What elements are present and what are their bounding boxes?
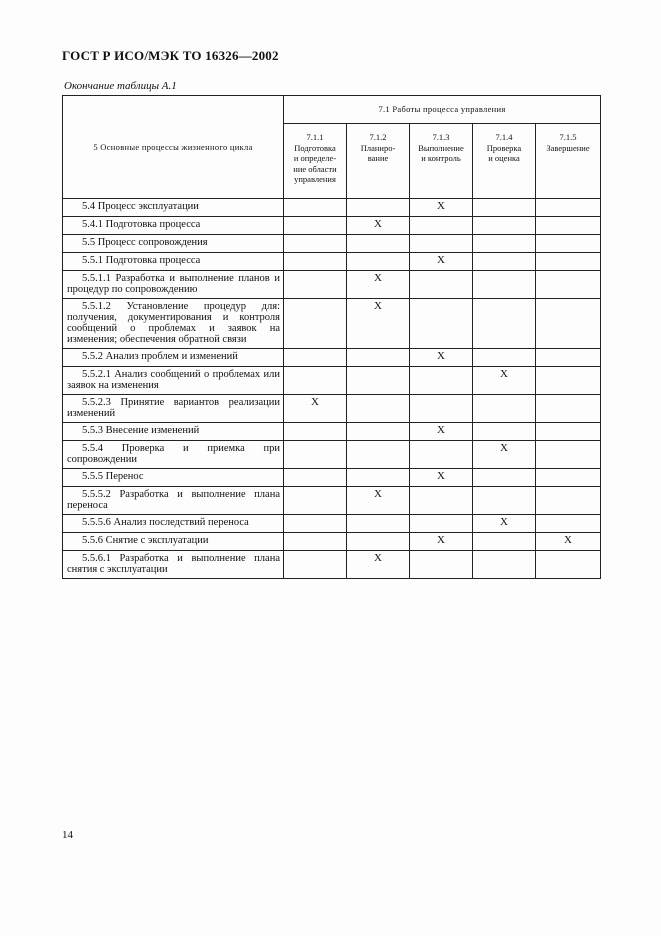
- column-header-5: [536, 124, 601, 199]
- table-row: [63, 367, 601, 395]
- mark-cell: [284, 551, 347, 579]
- process-label: 5.5.5.2 Разработка и выполнение плана переноса: [67, 489, 280, 511]
- mark-cell: [536, 395, 601, 423]
- table-row: [63, 217, 601, 235]
- column-title-line: Выполнение: [418, 142, 464, 153]
- mark-cell: [284, 469, 347, 487]
- mark-cell: [536, 367, 601, 395]
- mark-cell: [536, 469, 601, 487]
- mark-cell: [473, 533, 536, 551]
- mark-cell: [410, 299, 473, 349]
- process-label: 5.5.2.3 Принятие вариантов реализации изменений: [67, 397, 280, 419]
- process-label-cell: [63, 441, 284, 469]
- mark-cell: [536, 423, 601, 441]
- column-title-line: Подготовка: [294, 142, 336, 153]
- process-label-cell: [63, 469, 284, 487]
- column-title-line: и определе-: [293, 153, 337, 163]
- mark-cell: [410, 235, 473, 253]
- mark-cell: [347, 395, 410, 423]
- mark-cell: [347, 423, 410, 441]
- column-number: 7.1.2: [369, 132, 387, 142]
- mark-cell: [284, 253, 347, 271]
- table-row: [63, 423, 601, 441]
- process-label-cell: [63, 253, 284, 271]
- mark-cell: [347, 199, 410, 217]
- process-label: 5.5.4 Проверка и приемка при сопровождении: [67, 443, 280, 465]
- mark-cell: [473, 551, 536, 579]
- mark-cell: X: [410, 423, 473, 441]
- mark-cell: [284, 271, 347, 299]
- mark-cell: [410, 441, 473, 469]
- process-label-cell: [63, 533, 284, 551]
- mark-cell: [284, 367, 347, 395]
- column-header-4: [473, 124, 536, 199]
- mark-cell: X: [536, 533, 601, 551]
- table-row: [63, 271, 601, 299]
- column-title-line: и оценка: [488, 153, 520, 163]
- mark-cell: X: [347, 271, 410, 299]
- mark-cell: [347, 533, 410, 551]
- mark-cell: [347, 441, 410, 469]
- mark-cell: X: [473, 515, 536, 533]
- mark-cell: X: [410, 253, 473, 271]
- process-label-cell: [63, 551, 284, 579]
- column-header-3: [410, 124, 473, 199]
- table-row: [63, 349, 601, 367]
- mark-cell: [284, 487, 347, 515]
- mark-cell: X: [473, 367, 536, 395]
- mark-cell: [410, 515, 473, 533]
- mark-cell: [536, 299, 601, 349]
- mark-cell: [536, 551, 601, 579]
- mark-cell: [410, 395, 473, 423]
- mark-cell: [536, 271, 601, 299]
- mark-cell: [410, 551, 473, 579]
- table-caption: Окончание таблицы А.1: [64, 80, 177, 92]
- process-label-cell: [63, 217, 284, 235]
- mark-cell: [284, 515, 347, 533]
- table-row: [63, 487, 601, 515]
- mark-cell: [536, 217, 601, 235]
- mark-cell: [536, 235, 601, 253]
- column-title-line: ние области: [293, 163, 337, 174]
- process-label-cell: [63, 515, 284, 533]
- mark-cell: [536, 199, 601, 217]
- mark-cell: [284, 299, 347, 349]
- page-number: 14: [62, 829, 73, 841]
- mark-cell: X: [410, 349, 473, 367]
- column-number: 7.1.4: [495, 132, 513, 142]
- mark-cell: X: [347, 299, 410, 349]
- mark-cell: [347, 253, 410, 271]
- process-label: 5.5.1.1 Разработка и выполнение планов и процедур по сопровождению: [67, 273, 280, 295]
- process-label-cell: [63, 199, 284, 217]
- column-header-2: [347, 124, 410, 199]
- mark-cell: [473, 271, 536, 299]
- process-label: 5.5.3 Внесение изменений: [82, 425, 200, 436]
- process-label: 5.4 Процесс эксплуатации: [82, 201, 199, 212]
- column-title-line: управления: [294, 174, 336, 184]
- mark-cell: [284, 349, 347, 367]
- mark-cell: X: [473, 441, 536, 469]
- mark-cell: [536, 253, 601, 271]
- table-row: [63, 551, 601, 579]
- mark-cell: [473, 199, 536, 217]
- mark-cell: [473, 395, 536, 423]
- table-row: [63, 395, 601, 423]
- mark-cell: [284, 423, 347, 441]
- mark-cell: [473, 349, 536, 367]
- mark-cell: [347, 515, 410, 533]
- mark-cell: [473, 469, 536, 487]
- process-label: 5.5.2.1 Анализ сообщений о проблемах или заявок на изменения: [67, 369, 280, 391]
- table-row: [63, 235, 601, 253]
- mark-cell: [473, 299, 536, 349]
- column-number: 7.1.3: [432, 132, 450, 142]
- mark-cell: [473, 487, 536, 515]
- process-label-cell: [63, 271, 284, 299]
- column-number: 7.1.1: [306, 132, 324, 142]
- mark-cell: [347, 235, 410, 253]
- mark-cell: X: [284, 395, 347, 423]
- mark-cell: [410, 487, 473, 515]
- mark-cell: X: [347, 217, 410, 235]
- process-label-cell: [63, 235, 284, 253]
- column-header-1: [284, 124, 347, 199]
- mark-cell: [284, 217, 347, 235]
- process-label: 5.5.2 Анализ проблем и изменений: [82, 351, 238, 362]
- mark-cell: X: [410, 469, 473, 487]
- column-title-line: Планиро-: [360, 142, 396, 153]
- table-row: [63, 299, 601, 349]
- mark-cell: [473, 423, 536, 441]
- process-label-cell: [63, 349, 284, 367]
- process-label: 5.4.1 Подготовка процесса: [82, 219, 201, 230]
- table-row: [63, 469, 601, 487]
- mark-cell: [347, 469, 410, 487]
- column-title-line: и контроль: [421, 153, 461, 163]
- process-label: 5.5.5.6 Анализ последствий переноса: [82, 517, 249, 528]
- mark-cell: [536, 349, 601, 367]
- mark-cell: [410, 367, 473, 395]
- process-label: 5.5.6 Снятие с эксплуатации: [82, 535, 209, 546]
- process-label: 5.5.6.1 Разработка и выполнение плана снятия с эксплуатации: [67, 553, 280, 575]
- mark-cell: [473, 235, 536, 253]
- mark-cell: [284, 235, 347, 253]
- mark-cell: [284, 533, 347, 551]
- process-table: [62, 95, 601, 579]
- mark-cell: [347, 367, 410, 395]
- table-row: [63, 199, 601, 217]
- mark-cell: [347, 349, 410, 367]
- process-label-cell: [63, 423, 284, 441]
- mark-cell: [473, 217, 536, 235]
- mark-cell: X: [347, 487, 410, 515]
- mark-cell: X: [410, 533, 473, 551]
- table-row: [63, 515, 601, 533]
- process-label-cell: [63, 487, 284, 515]
- mark-cell: [410, 217, 473, 235]
- mark-cell: [536, 441, 601, 469]
- mark-cell: X: [347, 551, 410, 579]
- mark-cell: [536, 515, 601, 533]
- column-title-line: Завершение: [546, 142, 590, 153]
- mark-cell: [284, 199, 347, 217]
- mark-cell: [536, 487, 601, 515]
- process-label-cell: [63, 299, 284, 349]
- table-row: [63, 253, 601, 271]
- document-header: ГОСТ Р ИСО/МЭК ТО 16326—2002: [62, 48, 279, 63]
- process-label: 5.5.1.2 Установление процедур для: получения, документирования и контроля сообщений о проблемах и заявок на изменения; обеспечения обратной связи: [67, 301, 280, 345]
- mark-cell: X: [410, 199, 473, 217]
- mark-cell: [473, 253, 536, 271]
- process-label-cell: [63, 367, 284, 395]
- column-number: 7.1.5: [559, 132, 577, 142]
- table-row: [63, 533, 601, 551]
- mark-cell: [284, 441, 347, 469]
- mark-cell: [410, 271, 473, 299]
- process-label: 5.5.5 Перенос: [82, 471, 144, 482]
- table-row: [63, 441, 601, 469]
- process-label-cell: [63, 395, 284, 423]
- process-label: 5.5 Процесс сопровождения: [82, 237, 208, 248]
- column-title-line: вание: [367, 153, 389, 163]
- column-title-line: Проверка: [486, 142, 522, 153]
- process-column-header: 5 Основные процессы жизненного цикла: [63, 96, 284, 199]
- management-group-header: 7.1 Работы процесса управления: [284, 96, 601, 124]
- process-label: 5.5.1 Подготовка процесса: [82, 255, 201, 266]
